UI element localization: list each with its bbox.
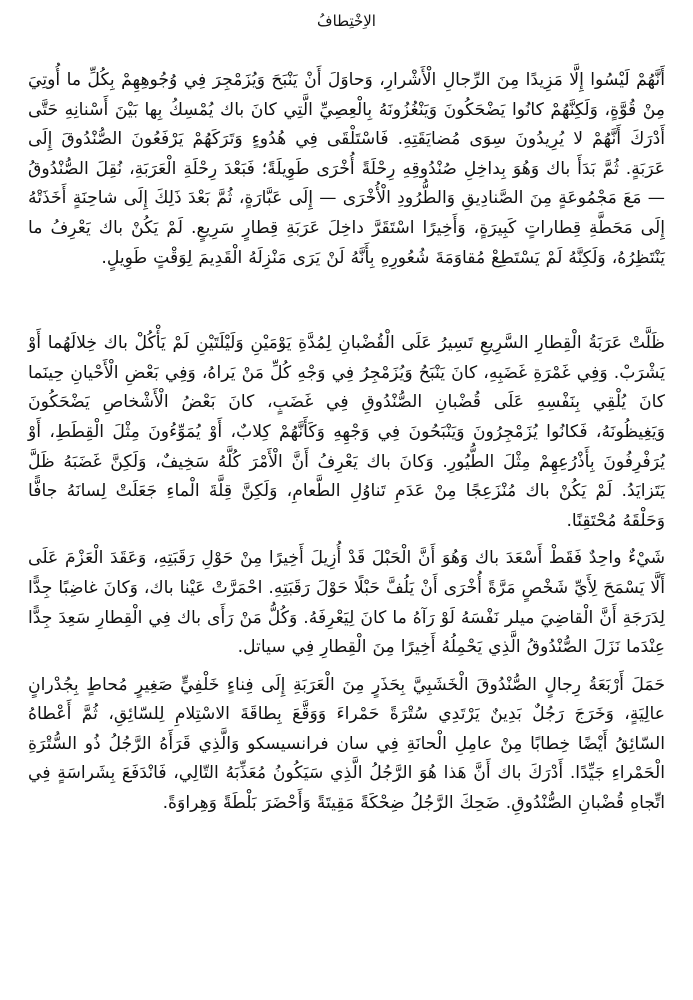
page-title: الاِخْتِطافُ <box>317 12 376 30</box>
paragraph-3: شَيْءٌ واحِدٌ فَقَطْ أَسْعَدَ باك وَهُوَ أَنَّ الْحَبْلَ قَدْ أُزِيلَ أَخِيرًا مِنْ حَوْلِ رَقَبَتِهِ، وَعَقَدَ الْعَزْمَ عَلَى أَلَّا يَسْمَحَ لِأَيِّ شَخْصٍ مَرَّةً أُخْرَى أَنْ يَلُفَّ حَبْلًا حَوْلَ رَقَبَتِهِ. احْمَرَّتْ عَيْنا باك، وَكانَ غاضِبًا جِدًّا لِدَرَجَةِ أَنَّ الْقاضِيَ ميلر نَفْسَهُ لَوْ رَآهُ ما كانَ لِيَعْرِفَهُ. وَكُلُّ مَنْ رَأَى باك فِي الْقِطارِ سَعِدَ جِدًّا عِنْدَما نَزَلَ الصُّنْدُوقُ الَّذِي يَحْمِلُهُ أَخِيرًا مِنَ الْقِطارِ فِي سياتل. <box>28 548 665 658</box>
paragraph-4: حَمَلَ أَرْبَعَةُ رِجالٍ الصُّنْدُوقَ الْخَشَبِيَّ بِحَذَرٍ مِنَ الْعَرَبَةِ إِلَى فِناءٍ خَلْفِيٍّ صَغِيرٍ مُحاطٍ بِجُدْرانٍ عالِيَةٍ، وَخَرَجَ رَجُلٌ بَدِينٌ يَرْتَدِي سُتْرَةً حَمْراءَ وَوَقَّعَ بِطاقَةَ الاسْتِلامِ لِلسّائِقِ، ثُمَّ أَعْطاهُ السّائِقُ أَيْضًا خِطابًا مِنْ عامِلِ الْحانَةِ فِي سان فرانسيسكو وَالَّذِي قَرَأَهُ الرَّجُلُ ذُو السُّتْرَةِ الْحَمْراءِ جَيِّدًا. أَدْرَكَ باك أَنَّ هَذا هُوَ الرَّجُلُ الَّذِي سَيَكُونُ مُعَذِّبَهُ التّالِي، فَانْدَفَعَ بِشَراسَةٍ فِي اتِّجاهِ قُضْبانِ الصُّنْدُوقِ. ضَحِكَ الرَّجُلُ ضِحْكَةً مَقِيتَةً وَأَحْضَرَ بَلْطَةً وَهِراوَةً. <box>28 674 665 814</box>
paragraph-2: ظَلَّتْ عَرَبَةُ الْقِطارِ السَّرِيعِ تَسِيرُ عَلَى الْقُضْبانِ لِمُدَّةِ يَوْمَيْنِ وَلَيْلَتَيْنِ لَمْ يَأْكُلْ باك خِلالَهُما أَوْ يَشْرَبْ. وَفِي غَمْرَةِ غَضَبِهِ، كانَ يَنْبَحُ وَيُزَمْجِرُ فِي وَجْهِ كُلِّ مَنْ يَراهُ، وَفِي بَعْضِ الْأَحْيانِ حِينَما كانَ يُلْقِي بِنَفْسِهِ عَلَى قُضْبانِ الصُّنْدُوقِ فِي غَضَبٍ، كانَ بَعْضُ الْأَشْخاصِ يَضْحَكُونَ وَيَغِيظُونَهُ، فَكانُوا يُزَمْجِرُونَ وَيَنْبَحُونَ فِي وَجْهِهِ وَكَأَنَّهُمْ كِلابٌ، أَوْ يُمَوِّءُونَ مِثْلَ الْقِطَطِ، أَوْ يُرَفْرِفُونَ بِأَذْرُعِهِمْ مِثْلَ الطُّيُورِ. وَكانَ باك يَعْرِفُ أَنَّ الْأَمْرَ كُلَّهُ سَخِيفٌ، وَلَكِنَّ غَضَبَهُ ظَلَّ يَتَزايَدُ. لَمْ يَكُنْ باك مُنْزَعِجًا مِنْ عَدَمِ تَناوُلِ الطَّعامِ، وَلَكِنَّ قِلَّةَ الْماءِ جَعَلَتْ لِسانَهُ جافًّا وَحَلْقَهُ مُحْتَقِنًا. <box>28 333 665 531</box>
paragraph-1: أَنَّهُمْ لَيْسُوا إِلَّا مَزِيدًا مِنَ الرِّجالِ الْأَشْرارِ، وَحاوَلَ أَنْ يَنْبَحَ وَيُزَمْجِرَ فِي وُجُوهِهِمْ بِكُلِّ ما أُوتِيَ مِنْ قُوَّةٍ، وَلَكِنَّهُمْ كانُوا يَضْحَكُونَ وَيَنْغُزُونَهُ بِالْعِصِيِّ الَّتِي كانَ باك يُمْسِكُ بِها بَيْنَ أَسْنانِهِ حَتَّى أَدْرَكَ أَنَّهُمْ لا يُرِيدُونَ سِوَى مُضايَقَتِهِ. فَاسْتَلْقَى فِي هُدُوءٍ وَتَرَكَهُمْ يَرْفَعُونَ الصُّنْدُوقَ إِلَى عَرَبَةٍ. ثُمَّ بَدَأَ باك وَهُوَ بِداخِلِ صُنْدُوقِهِ رِحْلَةً أُخْرَى طَوِيلَةً؛ فَبَعْدَ رِحْلَةِ الْعَرَبَةِ، نُقِلَ الصُّنْدُوقُ — مَعَ مَجْمُوعَةٍ مِنَ الصَّنادِيقِ وَالطُّرُودِ الْأُخْرَى — إِلَى عَبَّارَةٍ، ثُمَّ بَعْدَ ذَلِكَ إِلَى شاحِنَةٍ أَخَذَتْهُ إِلَى مَحَطَّةِ قِطاراتٍ كَبِيرَةٍ، وَأَخِيرًا اسْتَقَرَّ داخِلَ عَرَبَةِ قِطارٍ سَرِيعٍ. لَمْ يَكُنْ باك يَعْرِفُ ما يَنْتَظِرُهُ، وَلَكِنَّهُ لَمْ يَسْتَطِعْ مُقاوَمَةَ شُعُورِهِ بِأَنَّهُ لَنْ يَرَى مَنْزِلَهُ الْقَدِيمَ لِوَقْتٍ طَوِيلٍ. <box>28 70 665 268</box>
